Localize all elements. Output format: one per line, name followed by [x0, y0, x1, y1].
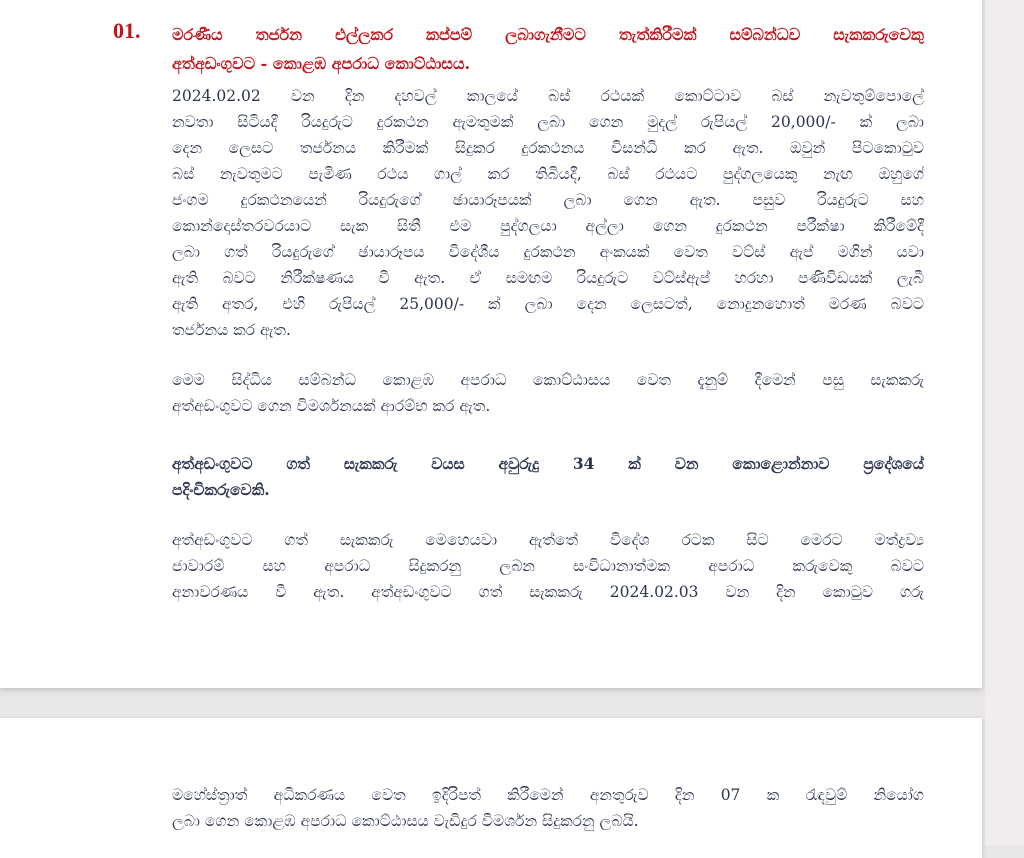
text-line: නවතා සිටියදී රියදුරුට දුරකථන ඇමතුමක් ලබා ගෙන මුදල් රුපියල් 20,000/- ක් ලබා [172, 113, 924, 131]
paragraph-court [172, 782, 924, 834]
text-line: අත්අඩංගුවට ගෙන විමර්ශනයක් ආරම්භ කර ඇත. [172, 397, 491, 415]
heading-line: මරණීය තර්ජන එල්ලකර කප්පම් ලබාගැනීමට තැත්කිරීමක් සම්බන්ධව සැකකරුවෙකු [172, 25, 924, 44]
article-heading [172, 20, 924, 78]
text-line: 2024.02.02 වන දින දහවල් කාලයේ බස් රථයක් කොට්ටාව බස් නැවතුම්පොලේ [172, 87, 924, 105]
text-line: මෙම සිද්ධිය සම්බන්ධ කොළඹ අපරාධ කොට්ඨාසය වෙත දැනුම් දීමෙන් පසු සැකකරු [172, 371, 924, 389]
text-line: අත්අඩංගුවට ගත් සැකකරු වයස අවුරුදු 34 ක් වන කොළොන්නාව ප්‍රදේශයේ [172, 454, 924, 473]
text-line: අනාවරණය වී ඇත. අත්අඩංගුවට ගත් සැකකරු 2024.02.03 වන දින කොටුව ගරු [172, 583, 924, 601]
paragraph-incident [172, 83, 924, 343]
text-line: පදිංචිකරුවෙකි. [172, 480, 270, 499]
text-line: ජාවාරම් සහ අපරාධ සිදුකරනු ලබන සංවිධානාත්මක අපරාධ කරුවෙකු බවට [172, 557, 924, 575]
text-line: ජංගම දුරකථනයෙන් රියදුරුගේ ඡායාරූපයක් ලබා ගෙන ඇත. පසුව රියදුරුට සහ [172, 191, 924, 209]
heading-line: අත්අඩංගුවට - කොළඹ අපරාධ කොට්ඨාසය. [172, 54, 471, 73]
text-line: බස් නැවතුමට පැමිණ රථය ගාල් කර තිබියදී, බස් රථයට පුද්ගලයෙකු නැඟ ඔහුගේ [172, 165, 924, 183]
scrollbar-track[interactable] [985, 0, 1024, 845]
paragraph-revelation [172, 527, 924, 605]
text-line: ලබා ගෙන කොළඹ අපරාධ කොට්ඨාසය වැඩිදුර විමර්ශන සිදුකරනු ලබයි. [172, 812, 639, 830]
item-number: 01. [113, 18, 141, 43]
paragraph-suspect [172, 451, 924, 503]
text-line: කොන්දොස්තරවරයාට සැක සිතී එම පුද්ගලයා අල්ලා ගෙන දුරකථන පරීක්ෂා කිරීමේදී [172, 217, 924, 235]
text-line: මහේස්ත්‍රාත් අධිකරණය වෙත ඉදිරිපත් කිරීමෙන් අනතුරුව දින 07 ක රැඳවුම් නියෝග [172, 786, 924, 804]
text-line: අත්අඩංගුවට ගත් සැකකරු මෙහෙයවා ඇත්තේ විදේශ රටක සිට මෙරට මත්ද්‍රව්‍ය [172, 531, 924, 549]
text-line: දෙන ලෙසට තර්ජනය කිරීමක් සිදුකර දුරකථනය විසන්ධි කර ඇත. ඔවුන් පිටකොටුව [172, 139, 924, 157]
text-line: ලබා ගත් රියදුරුගේ ඡායාරූපය විදේශීය දුරකථන අංකයක් වෙත වට්ස් ඇප් මගින් යවා [172, 243, 924, 261]
paragraph-investigation [172, 367, 924, 419]
text-line: ඇති අතර, එහි රුපියල් 25,000/- ක් ලබා දෙන ලෙසටත්, නොදුනහොත් මරණ බවට [172, 295, 924, 313]
text-line: තර්ජනය කර ඇත. [172, 321, 291, 339]
text-line: ඇති බවට නිරීක්ෂණය වී ඇත. ඒ සමඟම රියදුරුට වට්ස්ඇප් හරහා පණිවිඩයක් ලැබී [172, 269, 924, 287]
